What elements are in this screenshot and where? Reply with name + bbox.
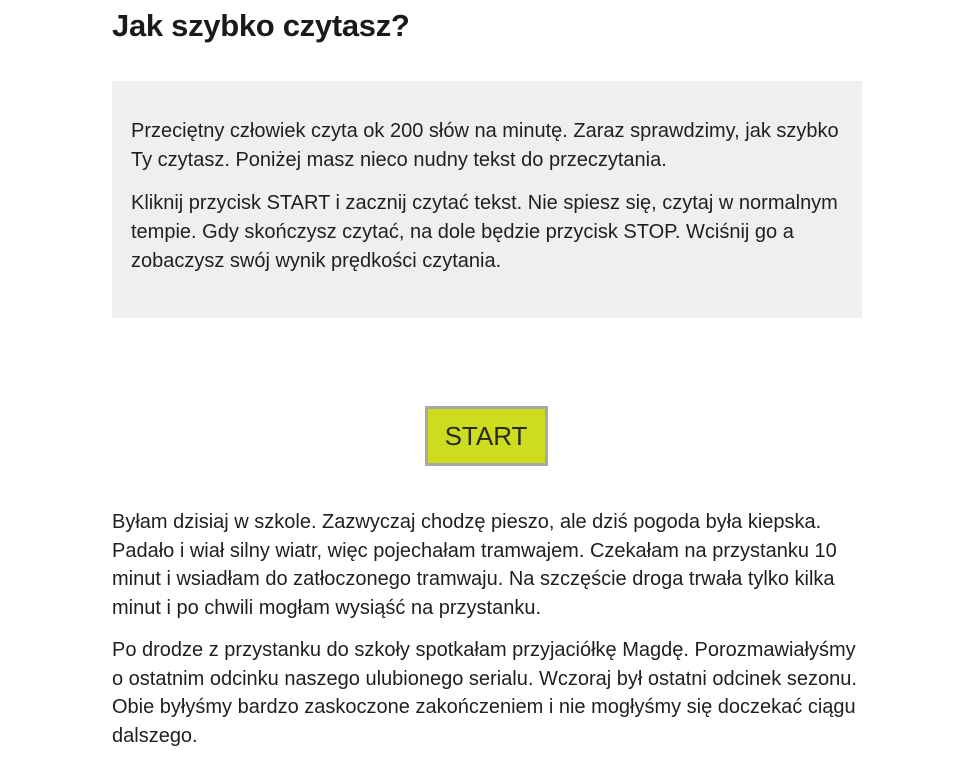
reading-text (112, 508, 864, 764)
page-title: Jak szybko czytasz? (112, 8, 410, 43)
start-button-container (0, 406, 973, 466)
reading-paragraph-1: Byłam dzisiaj w szkole. Zazwyczaj chodzę pieszo, ale dziś pogoda była kiepska. Padało i wiał silny wiatr, więc pojechałam tramwajem. Czekałam na przystanku 10 minut i wsiadłam do zatłoczonego tramwaju. Na szczęście droga trwała tylko kilka minut i po chwili mogłam wysiąść na przystanku. (112, 511, 837, 619)
start-button[interactable]: START (425, 406, 548, 466)
reading-paragraph-2: Po drodze z przystanku do szkoły spotkałam przyjaciółkę Magdę. Porozmawiałyśmy o ostatnim odcinku naszego ulubionego serialu. Wczoraj był ostatni odcinek sezonu. Obie byłyśmy bardzo zaskoczone zakończeniem i nie mogłyśmy się doczekać ciągu dalszego. (112, 639, 857, 747)
instructions-box (112, 81, 862, 318)
instructions-paragraph-2: Kliknij przycisk START i zacznij czytać tekst. Nie spiesz się, czytaj w normalnym tempie. Gdy skończysz czytać, na dole będzie przycisk STOP. Wciśnij go a zobaczysz swój wynik prędkości czytania. (131, 192, 838, 272)
instructions-paragraph-1: Przeciętny człowiek czyta ok 200 słów na minutę. Zaraz sprawdzimy, jak szybko Ty czytasz. Poniżej masz nieco nudny tekst do przeczytania. (131, 120, 839, 171)
